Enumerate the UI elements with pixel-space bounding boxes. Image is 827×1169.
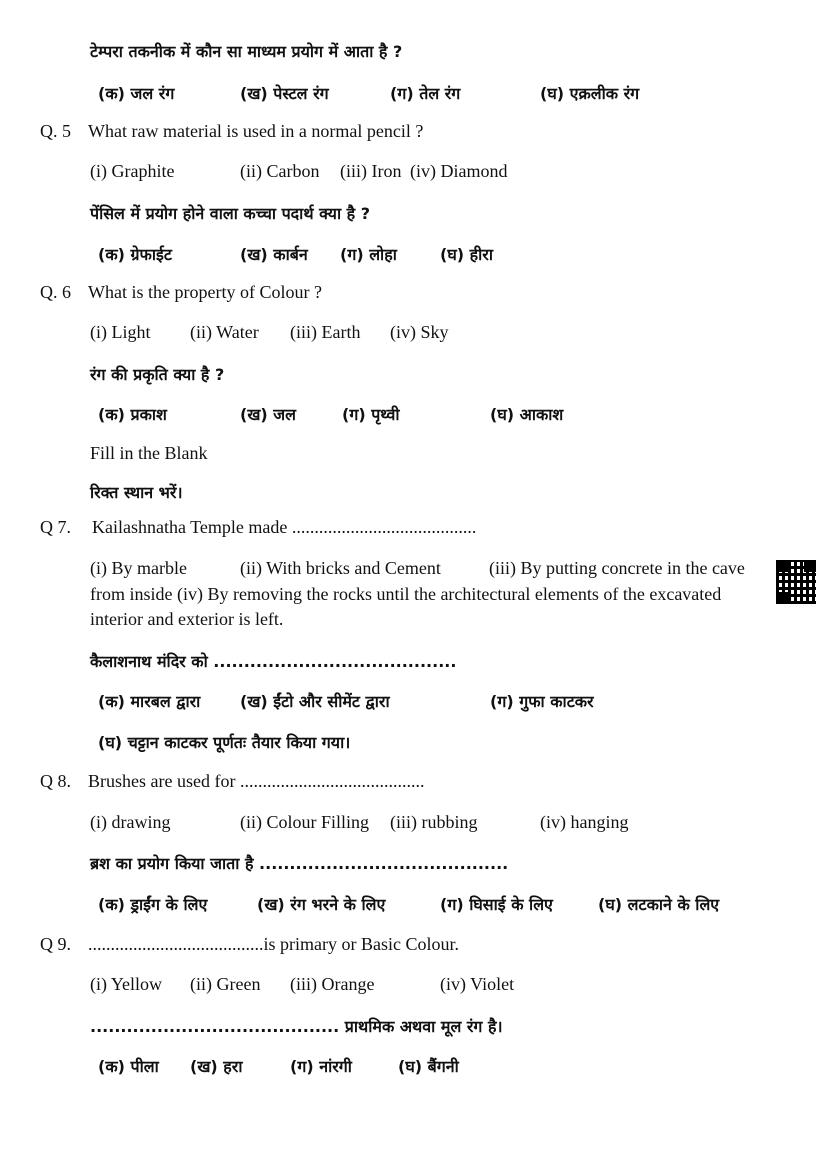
option-ka: (क) मारबल द्वारा xyxy=(98,692,201,711)
option-ii: (ii) Green xyxy=(190,974,261,994)
option-iv: (iv) hanging xyxy=(540,812,629,832)
q5-number: Q. 5 xyxy=(40,121,71,141)
option-gha: (घ) लटकाने के लिए xyxy=(598,895,720,914)
q8-number: Q 8. xyxy=(40,771,71,791)
option-ii: (ii) Colour Filling xyxy=(240,812,370,832)
q5-english-question: What raw material is used in a normal pencil ? xyxy=(88,121,424,141)
option-i: (i) Light xyxy=(90,322,151,342)
option-i: (i) drawing xyxy=(90,812,171,832)
q7-hindi-question: कैलाशनाथ मंदिर को ........................................ xyxy=(90,652,457,671)
option-ii: (ii) With bricks and Cement xyxy=(240,558,441,578)
option-i: (i) By marble xyxy=(90,558,187,578)
option-ka: (क) प्रकाश xyxy=(98,405,167,424)
option-kha: (ख) कार्बन xyxy=(240,245,308,264)
section-heading-english: Fill in the Blank xyxy=(90,443,208,463)
q4-hindi-question: टेम्परा तकनीक में कौन सा माध्यम प्रयोग में आता है ? xyxy=(90,42,403,61)
option-kha: (ख) हरा xyxy=(190,1057,243,1076)
q6-english-question: What is the property of Colour ? xyxy=(88,282,322,302)
option-iii: (iii) Iron xyxy=(340,161,402,181)
option-ka: (क) ड्राईंग के लिए xyxy=(98,895,208,914)
q6-number: Q. 6 xyxy=(40,282,71,302)
option-ga: (ग) पृथ्वी xyxy=(342,405,400,424)
option-ka: (क) पीला xyxy=(98,1057,159,1076)
option-iii: (iii) Orange xyxy=(290,974,375,994)
option-ka: (क) ग्रेफाईट xyxy=(98,245,172,264)
section-heading-hindi: रिक्त स्थान भरें। xyxy=(90,483,183,502)
q5-hindi-question: पेंसिल में प्रयोग होने वाला कच्चा पदार्थ क्या है ? xyxy=(90,204,371,223)
q9-english-question: .......................................is primary or Basic Colour. xyxy=(88,934,459,954)
option-ii: (ii) Water xyxy=(190,322,259,342)
option-iv: (iv) Diamond xyxy=(410,161,508,181)
option-gha: (घ) बैंगनी xyxy=(398,1057,459,1076)
option-i: (i) Yellow xyxy=(90,974,163,994)
q7-number: Q 7. xyxy=(40,517,71,537)
option-kha: (ख) ईंटो और सीमेंट द्वारा xyxy=(240,692,390,711)
option-ga: (ग) लोहा xyxy=(340,245,397,264)
option-ga: (ग) गुफा काटकर xyxy=(490,692,594,711)
q7-english-options-line3: interior and exterior is left. xyxy=(90,609,284,629)
q6-hindi-question: रंग की प्रकृति क्या है ? xyxy=(90,365,225,384)
q9-hindi-question: ......................................... प्राथमिक अथवा मूल रंग है। xyxy=(90,1017,503,1036)
option-ga: (ग) घिसाई के लिए xyxy=(440,895,553,914)
qr-code-icon xyxy=(776,560,816,604)
q7-english-options-line2: from inside (iv) By removing the rocks until the architectural elements of the excavated xyxy=(90,584,722,604)
q7-english-question: Kailashnatha Temple made ......................................... xyxy=(92,517,477,537)
option-iii: (iii) By putting concrete in the cave xyxy=(489,558,745,578)
option-ii: (ii) Carbon xyxy=(240,161,320,181)
option-iv: (iv) Sky xyxy=(390,322,449,342)
option-gha: (घ) एक्रलीक रंग xyxy=(540,84,640,103)
q8-english-question: Brushes are used for ......................................... xyxy=(88,771,425,791)
option-kha: (ख) पेस्टल रंग xyxy=(240,84,329,103)
option-gha: (घ) आकाश xyxy=(490,405,564,424)
option-i: (i) Graphite xyxy=(90,161,175,181)
option-iii: (iii) rubbing xyxy=(390,812,478,832)
q8-hindi-question: ब्रश का प्रयोग किया जाता है ......................................... xyxy=(90,854,509,873)
option-iii: (iii) Earth xyxy=(290,322,361,342)
q7-hindi-option-gha: (घ) चट्टान काटकर पूर्णतः तैयार किया गया। xyxy=(98,733,351,752)
option-ka: (क) जल रंग xyxy=(98,84,175,103)
option-iv: (iv) Violet xyxy=(440,974,515,994)
option-kha: (ख) रंग भरने के लिए xyxy=(257,895,386,914)
option-kha: (ख) जल xyxy=(240,405,297,424)
option-ga: (ग) तेल रंग xyxy=(390,84,461,103)
option-gha: (घ) हीरा xyxy=(440,245,493,264)
option-ga: (ग) नांरगी xyxy=(290,1057,352,1076)
q9-number: Q 9. xyxy=(40,934,71,954)
